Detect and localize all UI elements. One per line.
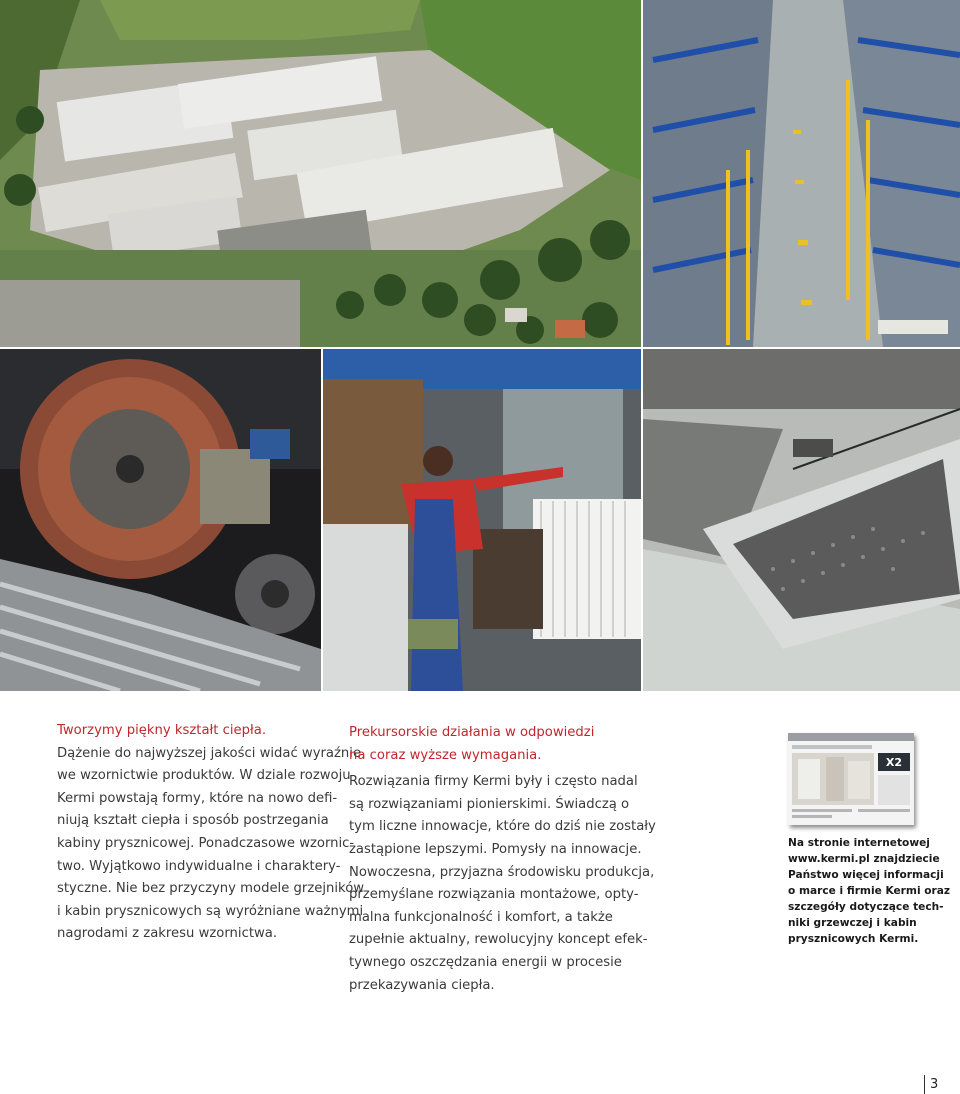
innovation-body-line: Rozwiązania firmy Kermi były i często nadal [349, 774, 638, 790]
website-note-line: szczegóły dotyczące tech- [788, 901, 944, 913]
cutting-saw-photo [0, 349, 321, 691]
innovation-body-line: przekazywania ciepła. [349, 977, 495, 993]
aerial-factory-photo [0, 0, 641, 347]
innovation-body-line: Nowoczesna, przyjazna środowisku produkcja, [349, 864, 655, 880]
innovation-body-line: przemyślane rozwiązania montażowe, opty- [349, 887, 639, 903]
website-note [788, 835, 951, 947]
x2-badge: X2 [885, 756, 903, 769]
website-note-line: Na stronie internetowej [788, 837, 930, 849]
innovation-body-line: tywnego oszczędzania energii w procesie [349, 954, 622, 970]
website-screenshot [788, 733, 914, 825]
design-body-line: Kermi powstają formy, które na nowo defi- [57, 790, 338, 806]
innovation-body-line: zupełnie aktualny, rewolucyjny koncept efek- [349, 932, 648, 948]
website-note-line: o marce i firmie Kermi oraz [788, 885, 951, 897]
innovation-body-line: malna funkcjonalność i komfort, a także [349, 909, 613, 925]
design-column [57, 720, 365, 946]
design-body-line: niują kształt ciepła i sposób postrzegania [57, 813, 329, 829]
innovation-heading-line: na coraz wyższe wymagania. [349, 747, 542, 763]
page-number: 3 [924, 1075, 938, 1094]
design-body-line: two. Wyjątkowo indywidualne i charaktery- [57, 858, 341, 874]
innovation-heading-line: Prekursorskie działania w odpowiedzi [349, 725, 595, 740]
innovation-column [349, 722, 656, 997]
design-body-line: Dążenie do najwyższej jakości widać wyraźnie [57, 745, 362, 761]
production-line-photo [643, 0, 960, 347]
design-body-line: nagrodami z zakresu wzornictwa. [57, 926, 278, 942]
shower-tray-panel-photo [643, 349, 960, 691]
innovation-body-line: zastąpione lepszymi. Pomysły na innowacje. [349, 841, 642, 857]
innovation-body-line: tym liczne innowacje, które do dziś nie zostały [349, 819, 656, 835]
design-body-line: we wzornictwie produktów. W dziale rozwoju [57, 768, 351, 784]
website-note-line: Państwo więcej informacji [788, 869, 944, 881]
website-note-line: www.kermi.pl znajdziecie [788, 853, 940, 865]
design-heading: Tworzymy piękny kształt ciepła. [57, 723, 267, 738]
website-note-line: niki grzewczej i kabin [788, 917, 917, 929]
website-note-line: prysznicowych Kermi. [788, 933, 919, 945]
worker-radiator-photo [323, 349, 641, 691]
innovation-body-line: są rozwiązaniami pionierskimi. Świadczą o [349, 796, 630, 812]
design-body-line: styczne. Nie bez przyczyny modele grzejników [57, 881, 365, 897]
design-body-line: kabiny prysznicowej. Ponadczasowe wzornic- [57, 835, 355, 851]
design-body-line: i kabin prysznicowych są wyróżniane ważnymi [57, 903, 364, 919]
